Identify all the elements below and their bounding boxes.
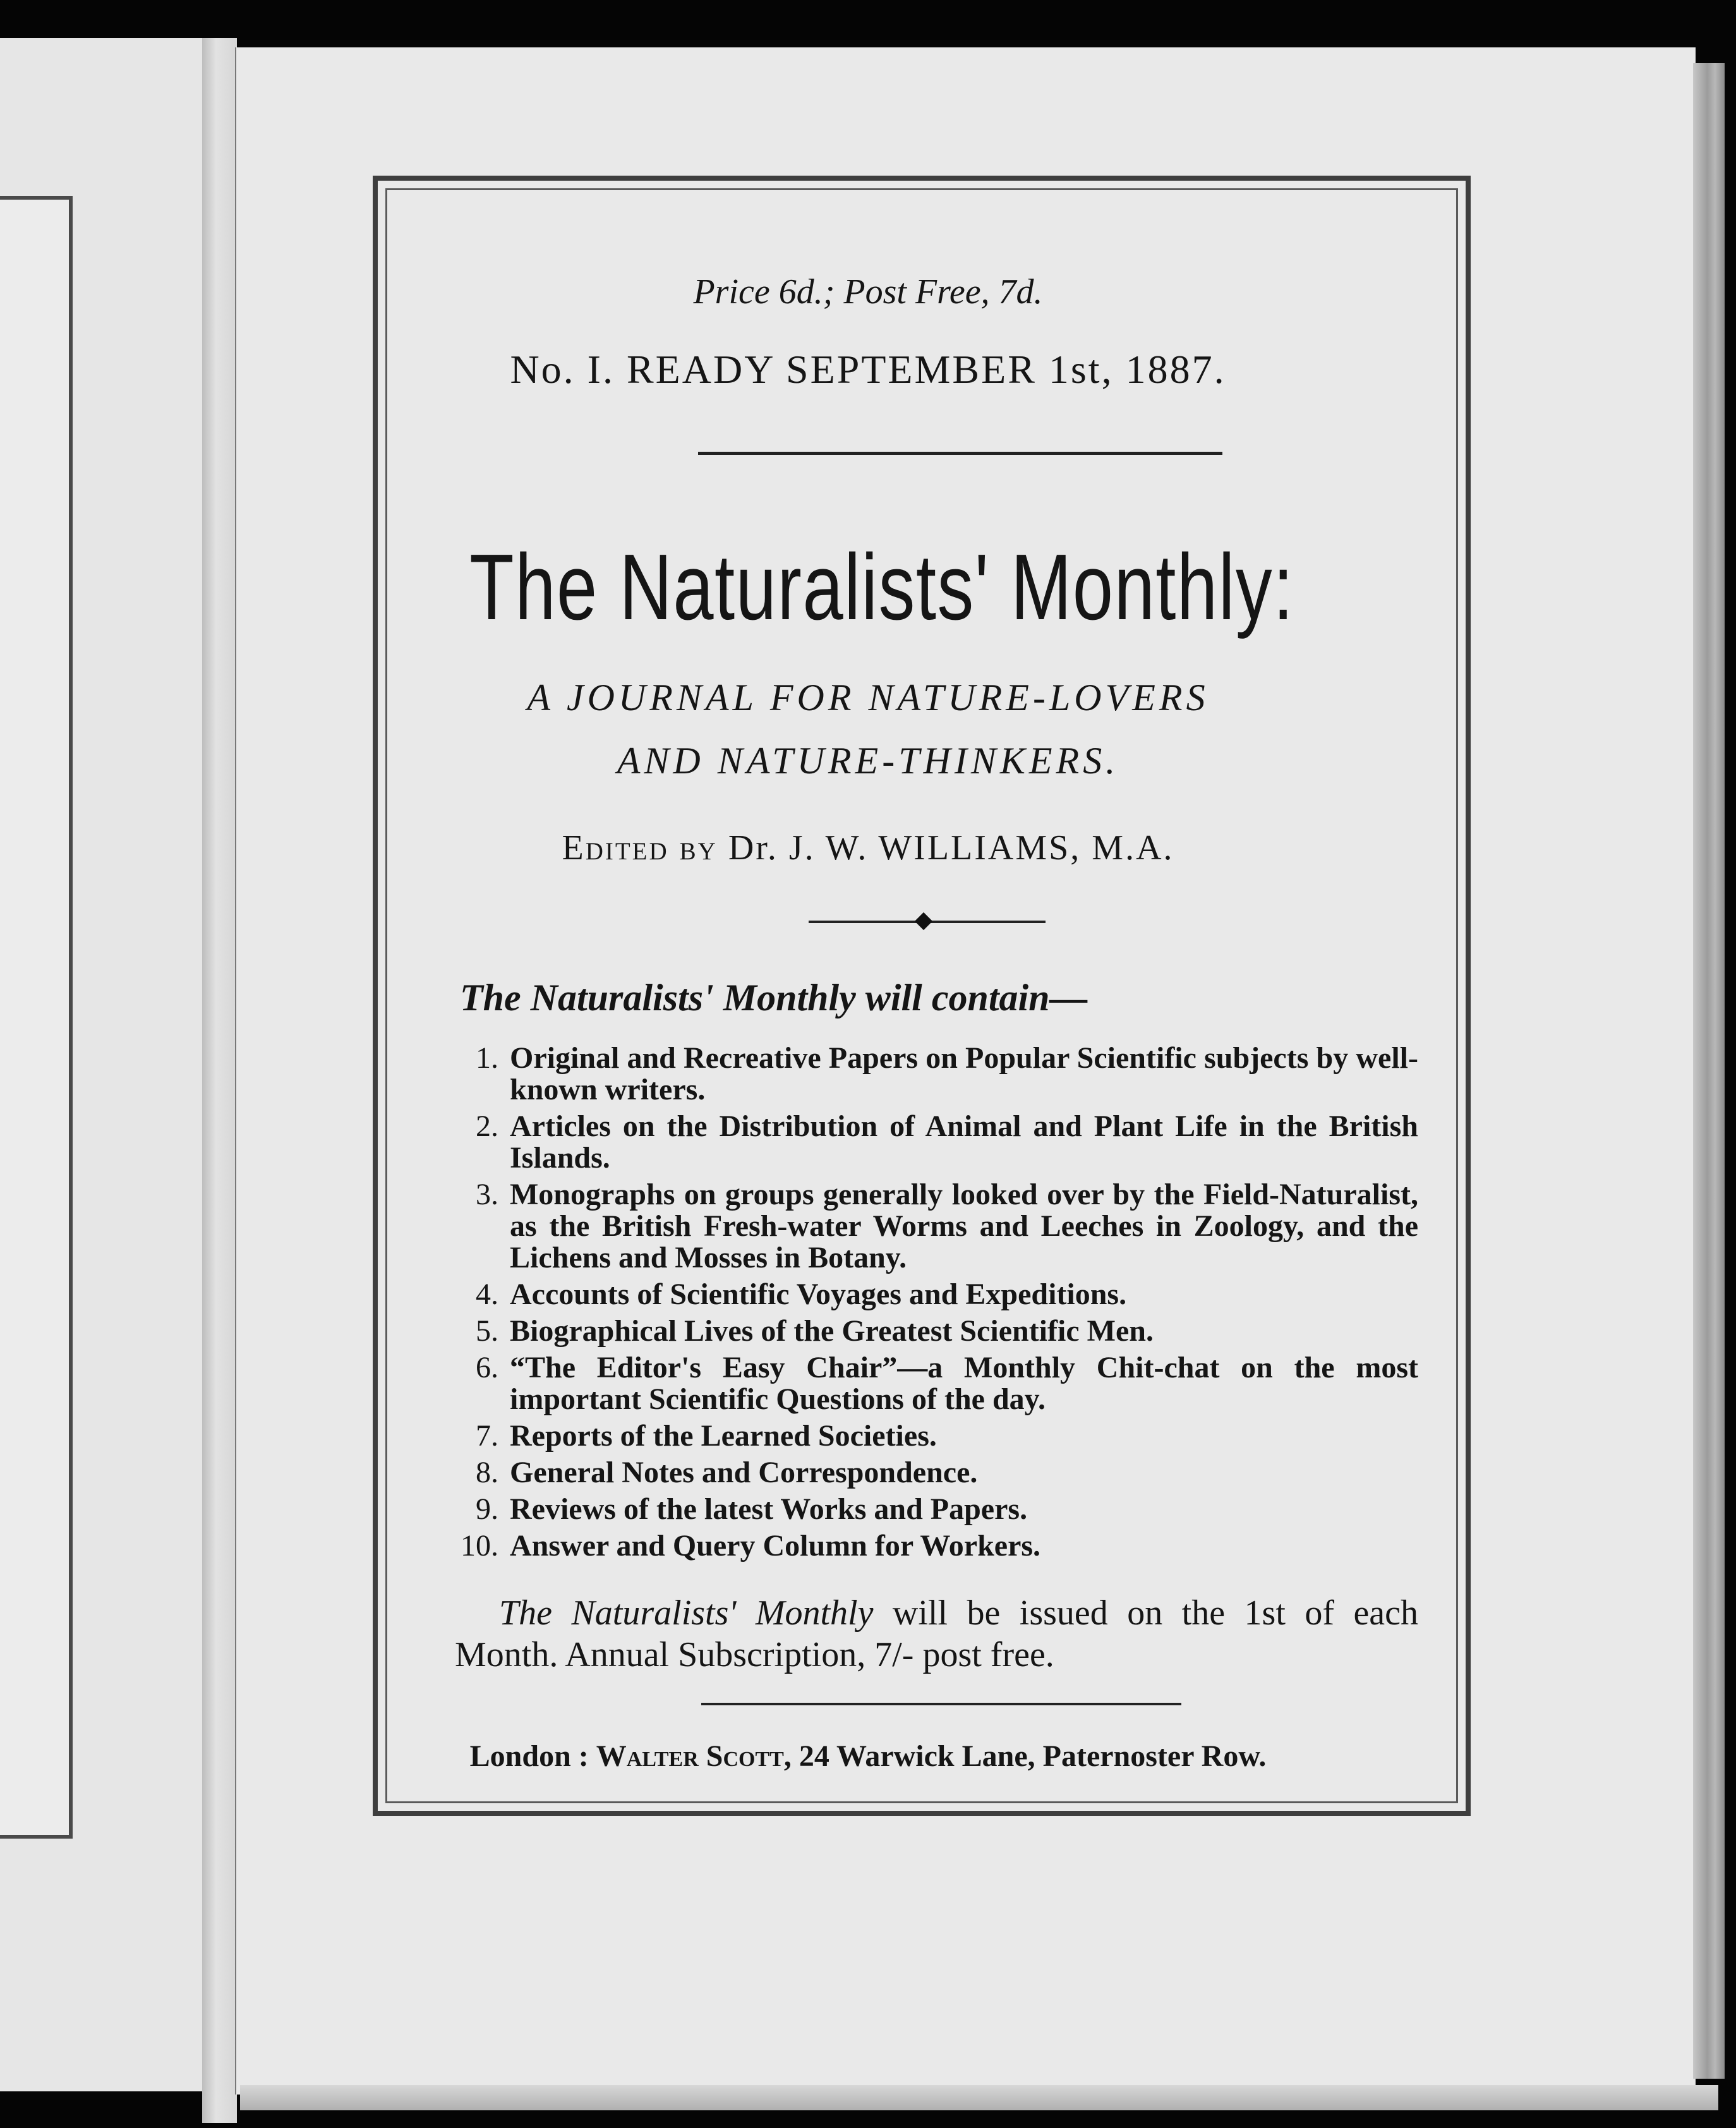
list-item-number: 5. (476, 1314, 498, 1348)
list-item-text: Monographs on groups generally looked over by the Field-Naturalist, as the British Fresh-water Worms and Leeches in Zoology, and the Lichens and Mosses in Botany. (510, 1178, 1418, 1274)
list-item (452, 1457, 1418, 1489)
list-item-text: Articles on the Distribution of Animal and Plant Life in the British Islands. (510, 1109, 1418, 1175)
list-item (452, 1352, 1418, 1415)
list-item (452, 1279, 1418, 1310)
list-item-text: Reviews of the latest Works and Papers. (510, 1492, 1028, 1526)
publisher-name: Walter Scott, (596, 1739, 792, 1773)
list-item-text: Reports of the Learned Societies. (510, 1419, 937, 1453)
list-item-text: General Notes and Correspondence. (510, 1456, 978, 1489)
bottom-page-edge (240, 2085, 1718, 2110)
contents-intro: The Naturalists' Monthly will contain— (460, 977, 1088, 1019)
list-item-text: Original and Recreative Papers on Popular Scientific subjects by well-known writers. (510, 1041, 1418, 1106)
list-item-number: 10. (461, 1529, 498, 1563)
list-item-number: 8. (476, 1456, 498, 1489)
publisher-city: London : (469, 1739, 589, 1773)
issue-notice-text: will be issued on the 1st of each Month. Annual Subscription, 7/- post free. (455, 1593, 1419, 1674)
price-line: Price 6d.; Post Free, 7d. (693, 272, 1043, 311)
list-item (452, 1420, 1418, 1452)
list-item-text: Accounts of Scientific Voyages and Expeditions. (510, 1278, 1127, 1311)
list-item (452, 1494, 1418, 1525)
list-item-number: 2. (476, 1109, 498, 1143)
list-item-number: 9. (476, 1492, 498, 1526)
list-item (452, 1111, 1418, 1174)
list-item-number: 1. (476, 1041, 498, 1075)
list-item-text: Biographical Lives of the Greatest Scientific Men. (510, 1314, 1154, 1348)
divider-rule (698, 452, 1222, 455)
divider-rule-bottom (701, 1703, 1181, 1705)
journal-subtitle-line-1: A JOURNAL FOR NATURE-LOVERS (527, 677, 1209, 718)
editor-name: Dr. J. W. WILLIAMS, M.A. (728, 828, 1174, 868)
contents-list (452, 1043, 1418, 1567)
list-item-number: 6. (476, 1351, 498, 1384)
issue-notice-journal-name: The Naturalists' Monthly (499, 1593, 874, 1633)
list-item-number: 3. (476, 1178, 498, 1211)
editor-label: Edited by (562, 828, 718, 868)
list-item-number: 4. (476, 1278, 498, 1311)
editor-line (0, 828, 1736, 868)
list-item-number: 7. (476, 1419, 498, 1453)
issue-notice (455, 1592, 1418, 1676)
left-page-frame (0, 196, 73, 1839)
publisher-line (0, 1739, 1736, 1774)
list-item (452, 1530, 1418, 1562)
journal-title: The Naturalists' Monthly: (469, 535, 1294, 639)
list-item (452, 1315, 1418, 1347)
list-item-text: Answer and Query Column for Workers. (510, 1529, 1041, 1563)
list-item-text: “The Editor's Easy Chair”—a Monthly Chit-chat on the most important Scientific Questions of the day. (510, 1351, 1418, 1416)
issue-date-line: No. I. READY SEPTEMBER 1st, 1887. (510, 347, 1226, 392)
publisher-address: 24 Warwick Lane, Paternoster Row. (799, 1739, 1267, 1773)
journal-subtitle-line-2: AND NATURE-THINKERS. (617, 740, 1119, 782)
list-item (452, 1043, 1418, 1106)
list-item (452, 1179, 1418, 1274)
